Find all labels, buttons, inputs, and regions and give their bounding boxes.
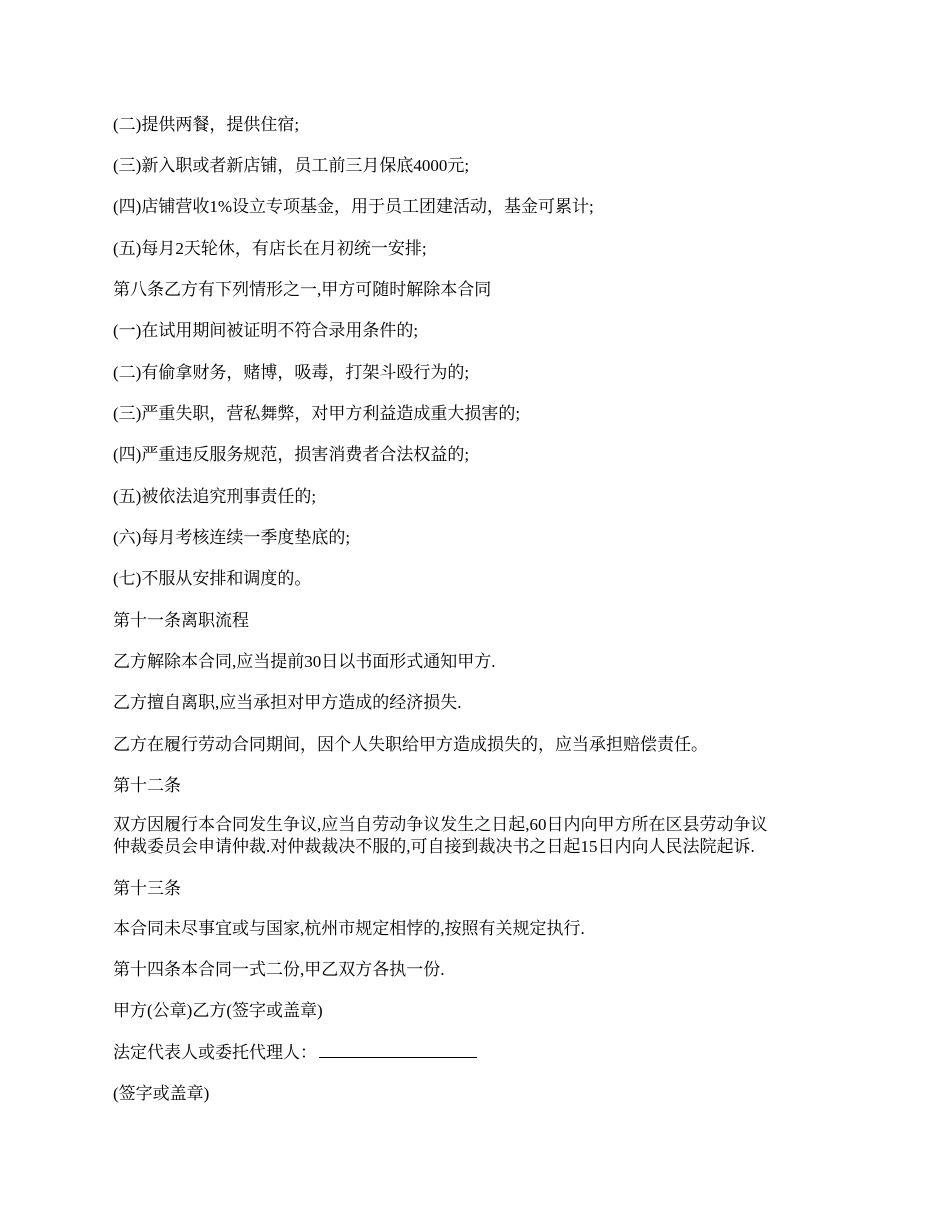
- clause-line: (六)每月考核连续一季度垫底的;: [113, 528, 351, 547]
- clause-line: (一)在试用期间被证明不符合录用条件的;: [113, 321, 419, 340]
- clause-line: (四)店铺营收1%设立专项基金，用于员工团建活动，基金可累计;: [113, 197, 594, 216]
- clause-line: (二)有偷拿财务，赌博，吸毒，打架斗殴行为的;: [113, 363, 470, 382]
- clause-line: (四)严重违反服务规范，损害消费者合法权益的;: [113, 445, 470, 464]
- article-heading: 第十二条: [113, 776, 181, 795]
- representative-line: [113, 1041, 477, 1064]
- dispute-paragraph: [113, 814, 838, 858]
- clause-line: 乙方在履行劳动合同期间，因个人失职给甲方造成损失的，应当承担赔偿责任。: [113, 735, 708, 754]
- signature-parties: 甲方(公章)乙方(签字或盖章): [113, 1001, 323, 1020]
- clause-line: (三)严重失职，营私舞弊，对甲方利益造成重大损害的;: [113, 404, 521, 423]
- clause-line: (二)提供两餐，提供住宿;: [113, 115, 300, 134]
- representative-label: 法定代表人或委托代理人：: [113, 1043, 317, 1062]
- clause-line: (三)新入职或者新店铺，员工前三月保底4000元;: [113, 156, 470, 175]
- clause-line: 乙方擅自离职,应当承担对甲方造成的经济损失.: [113, 693, 462, 712]
- clause-line: (五)每月2天轮休，有店长在月初统一安排;: [113, 239, 427, 258]
- article-heading: 第十三条: [113, 879, 181, 898]
- paragraph-line: 仲裁委员会申请仲裁.对仲裁裁决不服的,可自接到裁决书之日起15日内向人民法院起诉.: [113, 837, 755, 856]
- clause-line: 本合同未尽事宜或与国家,杭州市规定相悖的,按照有关规定执行.: [113, 919, 585, 938]
- clause-line: 第十四条本合同一式二份,甲乙双方各执一份.: [113, 960, 445, 979]
- clause-line: (五)被依法追究刑事责任的;: [113, 487, 317, 506]
- signature-note: (签字或盖章): [113, 1084, 210, 1103]
- paragraph-line: 双方因履行本合同发生争议,应当自劳动争议发生之日起,60日内向甲方所在区县劳动争议: [113, 815, 768, 834]
- article-heading: 第十一条离职流程: [113, 611, 249, 630]
- clause-line: 乙方解除本合同,应当提前30日以书面形式通知甲方.: [113, 652, 496, 671]
- signature-blank: [319, 1041, 477, 1058]
- clause-line: (七)不服从安排和调度的。: [113, 569, 312, 588]
- article-heading: 第八条乙方有下列情形之一,甲方可随时解除本合同: [113, 280, 492, 299]
